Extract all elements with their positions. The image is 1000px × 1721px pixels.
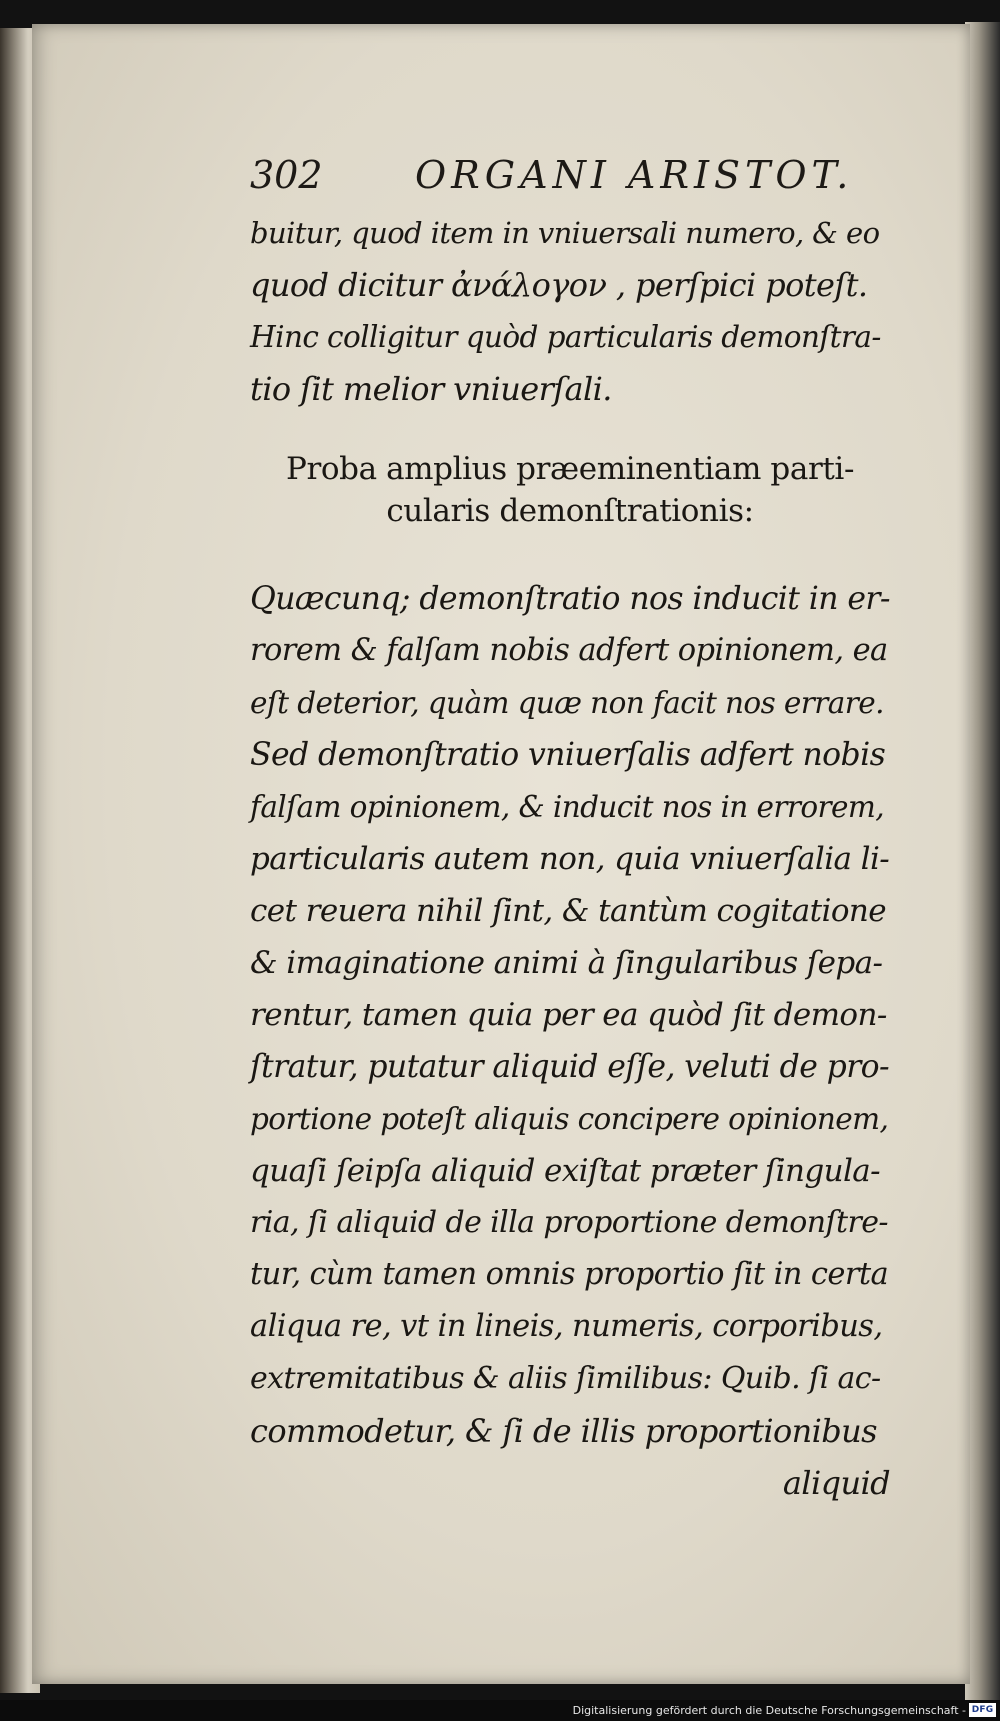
text-line: Quæcunq; demonſtratio nos inducit in er- [250, 581, 890, 617]
text-line: rentur, tamen quia per ea quòd ſit demon- [250, 997, 887, 1033]
book-right-edge [965, 22, 1000, 1702]
text-line: aliqua re, vt in lineis, numeris, corporibus, [250, 1309, 883, 1344]
text-line: Hinc colligitur quòd particularis demonſtra- [250, 320, 881, 354]
text-line: tio ſit melior vniuerſali. [250, 370, 612, 408]
heading-line: cularis demonſtrationis: [386, 493, 754, 529]
page-number: 302 [250, 153, 323, 197]
text-line: particularis autem non, quia vniuerſalia li- [250, 841, 890, 877]
text-line: ria, ſi aliquid de illa proportione demonſtre- [250, 1205, 888, 1240]
text-line: extremitatibus & aliis ſimilibus: Quib. ſi ac- [250, 1361, 881, 1396]
text-line: quod dicitur ἀνάλογον , perſpici poteſt. [250, 266, 868, 304]
text-line: quaſi ſeipſa aliquid exiſtat præter ſingula- [250, 1153, 881, 1189]
paragraph-1 [250, 207, 890, 415]
heading-line: Proba amplius præeminentiam parti- [285, 451, 855, 487]
running-head [250, 150, 890, 200]
text-line: portione poteſt aliquis concipere opinionem, [250, 1102, 889, 1136]
funding-credit: Digitalisierung gefördert durch die Deutsche Forschungsgemeinschaft - [572, 1704, 966, 1717]
dfg-logo: DFG [969, 1703, 996, 1717]
text-line: rorem & falſam nobis adfert opinionem, ea [250, 633, 888, 668]
text-line: tur, cùm tamen omnis proportio ſit in certa [250, 1257, 889, 1292]
text-line: eſt deterior, quàm quæ non facit nos errare. [250, 686, 884, 720]
text-line: commodetur, & ſi de illis proportionibus [250, 1412, 878, 1450]
text-line: falſam opinionem, & inducit nos in errorem, [250, 790, 885, 824]
text-line: & imaginatione animi à ſingularibus ſepa- [250, 945, 883, 981]
catchword: aliquid [782, 1464, 890, 1502]
paragraph-2 [250, 573, 890, 1509]
text-line: Sed demonſtratio vniuerſalis adfert nobis [250, 737, 886, 773]
text-line: buitur, quod item in vniuersali numero, & eo [250, 216, 880, 250]
running-title: ORGANI ARISTOT. [415, 153, 854, 197]
text-line: cet reuera nihil ſint, & tantùm cogitatione [250, 893, 886, 929]
text-line: ſtratur, putatur aliquid eſſe, veluti de pro- [250, 1049, 890, 1085]
section-heading [250, 448, 890, 532]
